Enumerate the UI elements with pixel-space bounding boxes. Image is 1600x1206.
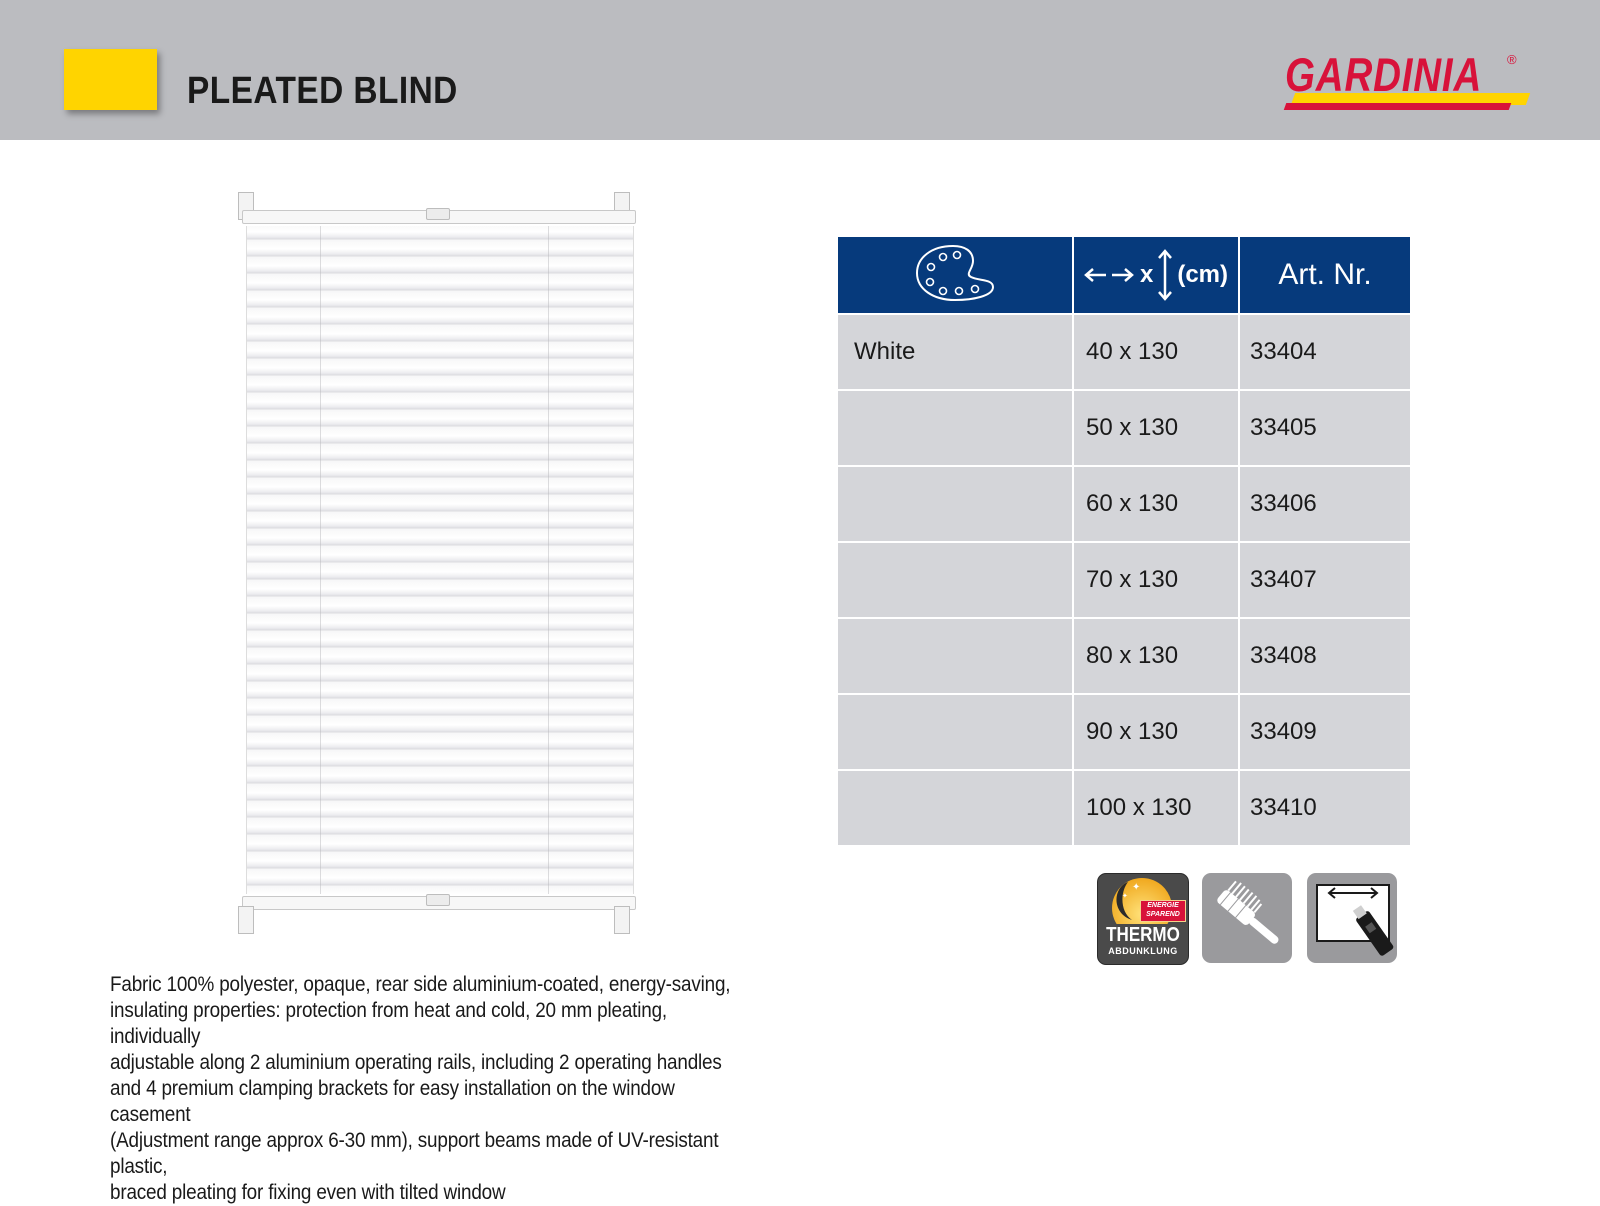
- tension-cord: [320, 226, 321, 894]
- header-bar: [0, 0, 1600, 140]
- color-cell: White: [838, 313, 1074, 389]
- table-row: [838, 541, 1410, 617]
- size-header-label: [1084, 248, 1228, 302]
- yellow-accent-block: [64, 49, 157, 110]
- size-cell: 50 x 130: [1074, 389, 1240, 465]
- clamp-bracket-bottom-left: [238, 906, 254, 934]
- cutter-icon: [1307, 873, 1397, 963]
- energy-saving-badge: [1140, 900, 1186, 922]
- logo-swoosh-red: [1284, 103, 1512, 110]
- size-cell: 90 x 130: [1074, 693, 1240, 769]
- color-column-header: [838, 237, 1074, 313]
- description-line: (Adjustment range approx 6-30 mm), support beams made of UV-resistant plastic,: [110, 1129, 719, 1178]
- svg-text:✦: ✦: [1122, 893, 1128, 900]
- description-line: adjustable along 2 aluminium operating rails, including 2 operating handles: [110, 1051, 722, 1074]
- thermo-icon: [1097, 873, 1189, 965]
- thermo-sublabel: ABDUNKLUNG: [1108, 946, 1178, 956]
- clamp-bracket-bottom-right: [614, 906, 630, 934]
- gardinia-logo: [1285, 48, 1545, 118]
- article-column-header: [1240, 237, 1410, 313]
- table-row: [838, 389, 1410, 465]
- size-cell: 70 x 130: [1074, 541, 1240, 617]
- article-cell: 33405: [1240, 389, 1410, 465]
- color-cell: [838, 769, 1074, 845]
- thermo-label: THERMO: [1106, 924, 1180, 946]
- article-cell: 33404: [1240, 313, 1410, 389]
- description-line: braced pleating for fixing even with tilted window: [110, 1181, 506, 1204]
- article-cell: 33410: [1240, 769, 1410, 845]
- badge-line-1: ENERGIE: [1147, 902, 1179, 909]
- logo-text: GARDINIA: [1285, 48, 1483, 101]
- size-cell: 80 x 130: [1074, 617, 1240, 693]
- width-arrows-icon: [1084, 265, 1136, 285]
- top-handle: [426, 208, 450, 220]
- table-row: [838, 693, 1410, 769]
- table-row: [838, 465, 1410, 541]
- size-cell: 60 x 130: [1074, 465, 1240, 541]
- cleaning-brush-icon: [1202, 873, 1292, 963]
- cut-to-size-icon: [1307, 873, 1397, 963]
- description-line: Fabric 100% polyester, opaque, rear side aluminium-coated, energy-saving,: [110, 973, 731, 996]
- color-cell: [838, 617, 1074, 693]
- color-cell: [838, 693, 1074, 769]
- color-cell: [838, 389, 1074, 465]
- size-cell: 100 x 130: [1074, 769, 1240, 845]
- color-cell: [838, 541, 1074, 617]
- svg-text:✦: ✦: [1132, 882, 1141, 893]
- height-arrow-icon: [1157, 248, 1173, 302]
- table-row: [838, 617, 1410, 693]
- size-article-table: [838, 237, 1410, 845]
- registered-mark: ®: [1507, 52, 1517, 67]
- article-header-label: Art. Nr.: [1278, 258, 1372, 291]
- pleated-fabric: [246, 226, 634, 894]
- size-cell: 40 x 130: [1074, 313, 1240, 389]
- size-header-x: x: [1139, 261, 1154, 288]
- description-line: insulating properties: protection from heat and cold, 20 mm pleating, individually: [110, 999, 668, 1048]
- table-row: [838, 313, 1410, 389]
- tension-cord: [548, 226, 549, 894]
- brush-icon: [1202, 873, 1292, 963]
- badge-line-2: SPAREND: [1146, 911, 1180, 918]
- color-cell: [838, 465, 1074, 541]
- size-header-unit: (cm): [1177, 261, 1229, 288]
- article-cell: 33408: [1240, 617, 1410, 693]
- page-title: PLEATED BLIND: [187, 70, 458, 112]
- table-row: [838, 769, 1410, 845]
- palette-icon: [913, 241, 997, 305]
- description-line: and 4 premium clamping brackets for easy installation on the window casement: [110, 1077, 675, 1126]
- table-header-row: [838, 237, 1410, 313]
- article-cell: 33407: [1240, 541, 1410, 617]
- article-cell: 33409: [1240, 693, 1410, 769]
- product-description: [110, 972, 758, 1206]
- bottom-handle: [426, 894, 450, 906]
- size-column-header: [1074, 237, 1240, 313]
- article-cell: 33406: [1240, 465, 1410, 541]
- pleated-blind-image: [240, 192, 640, 932]
